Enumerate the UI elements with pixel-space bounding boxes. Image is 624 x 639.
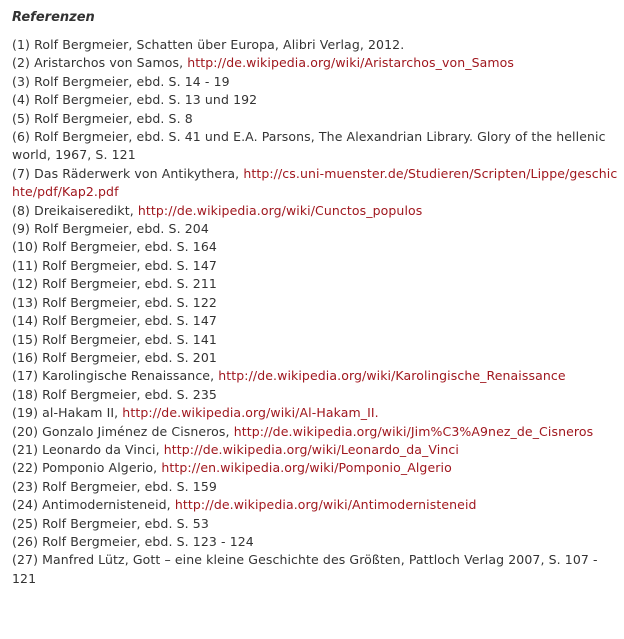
reference-item (12, 128, 618, 165)
reference-item (12, 478, 618, 496)
reference-link[interactable]: http://de.wikipedia.org/wiki/Al-Hakam_II. (122, 405, 379, 421)
reference-text: Rolf Bergmeier, ebd. S. 13 und 192 (34, 92, 258, 108)
reference-text: Rolf Bergmeier, Schatten über Europa, Alibri Verlag, 2012. (34, 37, 405, 52)
reference-number: (24) (12, 497, 39, 513)
reference-item (12, 54, 618, 72)
reference-item (12, 73, 618, 91)
reference-item (12, 367, 618, 385)
reference-item (12, 91, 618, 109)
reference-number: (15) (12, 331, 39, 347)
reference-number: (21) (12, 441, 39, 457)
reference-number: (17) (12, 368, 39, 384)
reference-item (12, 275, 618, 293)
reference-text: Rolf Bergmeier, ebd. S. 147 (42, 313, 217, 329)
reference-text: Rolf Bergmeier, ebd. S. 53 (42, 515, 209, 531)
reference-link[interactable]: http://de.wikipedia.org/wiki/Leonardo_da_Vinci (163, 441, 459, 457)
reference-item (12, 331, 618, 349)
references-list (12, 36, 618, 588)
reference-item (12, 496, 618, 514)
reference-text: al-Hakam II, (42, 405, 119, 421)
reference-number: (10) (12, 239, 39, 255)
reference-text: Rolf Bergmeier, ebd. S. 123 - 124 (42, 533, 254, 549)
reference-link[interactable]: http://de.wikipedia.org/wiki/Jim%C3%A9nez_de_Cisneros (233, 423, 594, 439)
reference-item (12, 220, 618, 238)
reference-item (12, 404, 618, 422)
reference-link[interactable]: http://cs.uni-muenster.de/Studieren/Scripten/Lippe/geschichte/pdf/Kap2.pdf (12, 165, 618, 200)
reference-number: (5) (12, 110, 31, 126)
reference-text: Rolf Bergmeier, ebd. S. 204 (34, 221, 209, 237)
reference-text: Rolf Bergmeier, ebd. S. 211 (42, 276, 217, 292)
reference-link[interactable]: http://de.wikipedia.org/wiki/Karolingische_Renaissance (218, 368, 566, 384)
section-title: Referenzen (12, 10, 95, 25)
reference-number: (27) (12, 552, 39, 568)
reference-item (12, 202, 618, 220)
reference-item (12, 294, 618, 312)
reference-number: (19) (12, 405, 39, 421)
reference-number: (2) (12, 55, 31, 71)
reference-text: Gonzalo Jiménez de Cisneros, (42, 423, 230, 439)
reference-item (12, 423, 618, 441)
reference-text: Rolf Bergmeier, ebd. S. 235 (42, 386, 217, 402)
reference-number: (9) (12, 221, 31, 237)
reference-number: (11) (12, 257, 39, 273)
reference-item (12, 36, 618, 54)
reference-link[interactable]: http://de.wikipedia.org/wiki/Aristarchos_von_Samos (187, 55, 515, 71)
reference-item (12, 515, 618, 533)
reference-text: Rolf Bergmeier, ebd. S. 41 und E.A. Parsons, The Alexandrian Library. Glory of the hellenic world, 1967, S. 121 (12, 129, 606, 163)
reference-item (12, 441, 618, 459)
reference-text: Das Räderwerk von Antikythera, (34, 165, 240, 181)
reference-link[interactable]: http://en.wikipedia.org/wiki/Pomponio_Algerio (161, 460, 452, 476)
reference-item (12, 533, 618, 551)
reference-text: Aristarchos von Samos, (34, 55, 184, 71)
reference-number: (25) (12, 515, 39, 531)
reference-number: (14) (12, 313, 39, 329)
reference-text: Rolf Bergmeier, ebd. S. 141 (42, 331, 217, 347)
reference-text: Antimodernisteneid, (42, 497, 171, 513)
reference-number: (18) (12, 386, 39, 402)
reference-item (12, 349, 618, 367)
reference-text: Pomponio Algerio, (42, 460, 158, 476)
reference-item (12, 110, 618, 128)
reference-text: Rolf Bergmeier, ebd. S. 201 (42, 349, 217, 365)
reference-number: (12) (12, 276, 39, 292)
reference-number: (8) (12, 202, 31, 218)
reference-text: Rolf Bergmeier, ebd. S. 8 (34, 110, 193, 126)
reference-item (12, 459, 618, 477)
reference-item (12, 238, 618, 256)
reference-number: (22) (12, 460, 39, 476)
reference-number: (6) (12, 129, 31, 145)
reference-text: Rolf Bergmeier, ebd. S. 122 (42, 294, 217, 310)
reference-item (12, 386, 618, 404)
reference-number: (3) (12, 73, 31, 89)
reference-number: (23) (12, 478, 39, 494)
reference-number: (1) (12, 37, 31, 52)
reference-number: (16) (12, 349, 39, 365)
reference-number: (4) (12, 92, 31, 108)
reference-text: Dreikaiseredikt, (34, 202, 134, 218)
reference-number: (20) (12, 423, 39, 439)
reference-text: Rolf Bergmeier, ebd. S. 14 - 19 (34, 73, 230, 89)
reference-link[interactable]: http://de.wikipedia.org/wiki/Cunctos_populos (137, 202, 423, 218)
reference-text: Manfred Lütz, Gott – eine kleine Geschichte des Größten, Pattloch Verlag 2007, S. 107 - 121 (12, 552, 598, 586)
reference-text: Rolf Bergmeier, ebd. S. 147 (42, 257, 217, 273)
reference-text: Leonardo da Vinci, (42, 441, 160, 457)
reference-link[interactable]: http://de.wikipedia.org/wiki/Antimodernisteneid (174, 497, 477, 513)
reference-item (12, 551, 618, 588)
reference-text: Rolf Bergmeier, ebd. S. 159 (42, 478, 217, 494)
reference-number: (13) (12, 294, 39, 310)
reference-item (12, 312, 618, 330)
reference-number: (7) (12, 165, 31, 181)
reference-number: (26) (12, 533, 39, 549)
reference-item (12, 165, 618, 202)
reference-text: Karolingische Renaissance, (42, 368, 215, 384)
reference-item (12, 257, 618, 275)
reference-text: Rolf Bergmeier, ebd. S. 164 (42, 239, 217, 255)
